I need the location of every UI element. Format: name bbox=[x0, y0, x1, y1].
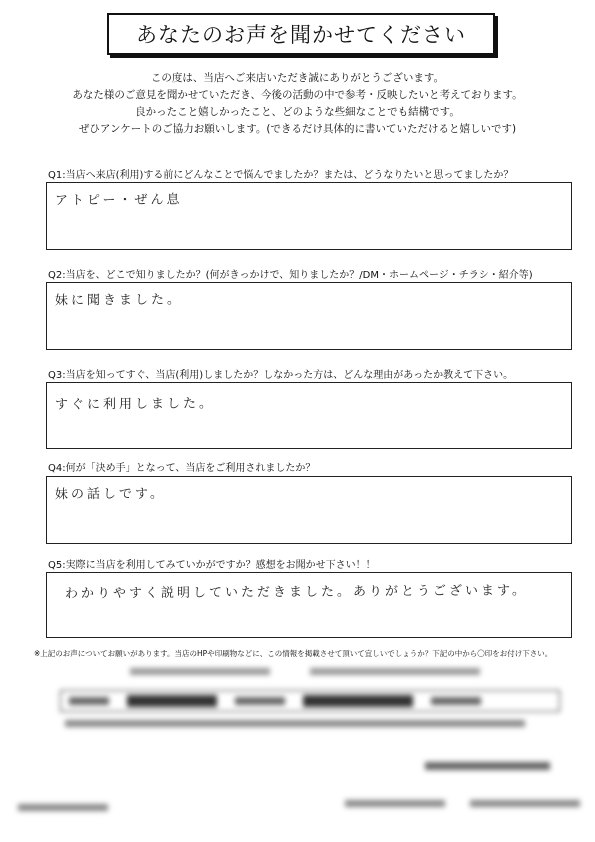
question-4-label: Q4:何が「決め手」となって、当店をご利用されましたか？ bbox=[48, 463, 316, 474]
question-1-answer: アトピー・ぜん息 bbox=[54, 192, 183, 209]
question-4-answer: 妹の話しです。 bbox=[54, 486, 167, 503]
intro-line: この度は、当店へご来店いただき誠にありがとうございます。 bbox=[150, 72, 445, 84]
footer-address-redacted bbox=[345, 800, 445, 807]
footer-phone-redacted bbox=[470, 800, 580, 807]
question-3-answer-box[interactable] bbox=[46, 382, 572, 449]
footer-left-redacted bbox=[18, 804, 108, 811]
intro-text bbox=[0, 70, 595, 138]
question-3-answer: すぐに利用しました。 bbox=[54, 396, 216, 413]
question-2-label: Q2:当店を、どこで知りましたか？(何がきっかけで、知りましたか？/DM・ホームページ・チラシ・紹介等) bbox=[48, 270, 533, 281]
question-1-label: Q1:当店へ来店(利用)する前にどんなことで悩んでましたか？または、どうなりたいと思ってましたか？ bbox=[48, 170, 514, 181]
note-redacted bbox=[65, 720, 545, 727]
intro-line: あなた様のご意見を聞かせていただき、今後の活動の中で参考・反映したいと考えております。 bbox=[72, 89, 523, 101]
store-name-redacted bbox=[425, 762, 550, 770]
question-5-answer: わかりやすく説明していただきました。ありがとうございます。 bbox=[64, 583, 529, 602]
question-3-label: Q3:当店を知ってすぐ、当店(利用)しましたか？しなかった方は、どんな理由があったか教えて下さい。 bbox=[48, 370, 514, 381]
question-5-answer-box[interactable] bbox=[46, 572, 572, 638]
survey-title: あなたのお声を聞かせてください bbox=[107, 13, 495, 55]
question-4-answer-box[interactable] bbox=[46, 476, 572, 544]
intro-line: 良かったこと嬉しかったこと、どのような些細なことでも結構です。 bbox=[135, 106, 460, 118]
question-5-label: Q5:実際に当店を利用してみていかがですか？感想をお聞かせ下さい！！ bbox=[48, 560, 376, 571]
publication-notice: ※上記のお声についてお願いがあります。当店のHPや印刷物などに、この情報を掲載させて頂いて宜しいでしょうか？下記の中から〇印をお付け下さい。 bbox=[34, 649, 553, 658]
question-2-answer-box[interactable] bbox=[46, 282, 572, 350]
permission-choices-redacted bbox=[130, 668, 490, 675]
intro-line: ぜひアンケートのご協力お願いします。(できるだけ具体的に書いていただけると嬉しいです) bbox=[78, 123, 517, 135]
respondent-info-redacted bbox=[60, 690, 560, 712]
question-1-answer-box[interactable] bbox=[46, 182, 572, 250]
question-2-answer: 妹に聞きました。 bbox=[54, 292, 184, 309]
